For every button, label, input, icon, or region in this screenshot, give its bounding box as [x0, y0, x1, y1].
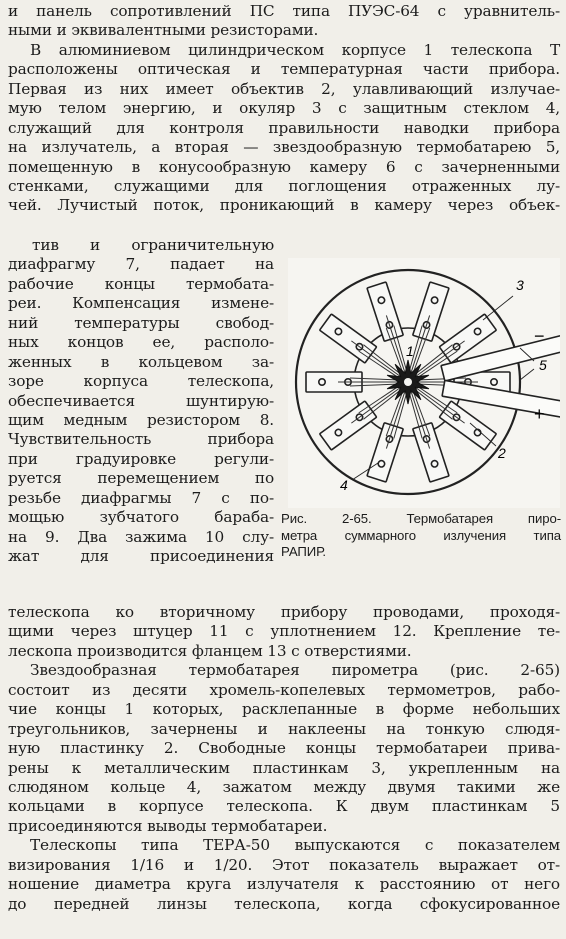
thermopile-figure: [288, 258, 560, 508]
caption-line: Рис. 2-65. Термобатарея пиро-: [281, 511, 561, 526]
text-line: чей. Лучистый поток, проникающий в камеру через объек-: [8, 196, 560, 215]
text-line: присоединяются выводы термобатареи.: [8, 816, 328, 835]
text-line: ных концов ее, располо-: [8, 333, 274, 352]
text-line: щими через штуцер 11 с уплотнением 12. Крепление те-: [8, 622, 560, 641]
text-line: рены к металлическим пластинкам 3, укрепленным на: [8, 758, 560, 777]
text-line: ношение диаметра круга излучателя к расстоянию от него: [8, 875, 560, 894]
text-line: мощью зубчатого бараба-: [8, 508, 274, 527]
caption-line: РАПИР.: [281, 544, 326, 559]
text-line: щим медным резистором 8.: [8, 410, 274, 429]
text-line: служащий для контроля правильности наводки прибора: [8, 118, 560, 137]
text-line: и панель сопротивлений ПС типа ПУЭС-64 с уравнитель-: [8, 2, 560, 20]
label-1: 1: [406, 343, 414, 359]
text-line: Первая из них имеет объектив 2, улавливающий излучае-: [8, 79, 560, 98]
text-line: обеспечивается шунтирую-: [8, 391, 274, 410]
thermopile-diagram: [288, 258, 560, 508]
text-line: зоре корпуса телескопа,: [8, 372, 274, 391]
text-line: лескопа производится фланцем 13 с отверстиями.: [8, 641, 412, 660]
text-line: ний температуры свобод-: [8, 313, 274, 332]
centre-spot: [404, 378, 412, 386]
text-line: жат для присоединения: [8, 547, 274, 565]
text-line: на излучатель, а вторая — звездообразную термобатарею 5,: [8, 138, 560, 157]
text-line: тив и ограничительную: [32, 236, 274, 254]
text-line: резьбе диафрагмы 7 с по-: [8, 488, 274, 507]
text-line: состоит из десяти хромель-копелевых термометров, рабо-: [8, 680, 560, 699]
text-line: визирования 1/16 и 1/20. Этот показатель выражает от-: [8, 855, 560, 874]
text-line: при градуировке регули-: [8, 449, 274, 468]
caption-line: метра суммарного излучения типа: [281, 527, 561, 543]
text-line: телескопа ко вторичному прибору проводами, проходя-: [8, 603, 560, 621]
text-line: кольцами в корпусе телескопа. К двум пластинкам 5: [8, 797, 560, 816]
bottom-text-block: [8, 603, 560, 914]
plate-hole: [431, 460, 439, 468]
text-line: помещенную в конусообразную камеру 6 с зачерненными: [8, 157, 560, 176]
figure-caption: [281, 511, 561, 561]
label-4: 4: [340, 477, 348, 493]
text-line: стенками, служащими для поглощения отраженных лу-: [8, 176, 560, 195]
text-line: диафрагму 7, падает на: [8, 255, 274, 274]
text-line: до передней линзы телескопа, когда сфокусированное: [8, 894, 560, 913]
text-line: Чувствительность прибора: [8, 430, 274, 449]
text-line: слюдяном кольце 4, зажатом между двумя такими же: [8, 777, 560, 796]
text-line: ными и эквивалентными резисторами.: [8, 21, 319, 40]
text-line: чие концы 1 которых, расклепанные в форме небольших: [8, 700, 560, 719]
text-line: женных в кольцевом за-: [8, 352, 274, 371]
plate-hole: [431, 296, 439, 304]
left-column-text: [8, 236, 274, 566]
label-2: 2: [498, 445, 506, 461]
label-5: 5: [539, 357, 547, 373]
plate-hole: [377, 296, 385, 304]
text-line: реи. Компенсация измене-: [8, 294, 274, 313]
text-line: мую телом энергию, и окуляр 3 с защитным стеклом 4,: [8, 99, 560, 118]
text-line: рабочие концы термобата-: [8, 274, 274, 293]
plate-hole: [319, 379, 325, 385]
plate-hole: [491, 379, 497, 385]
top-text-block: [8, 2, 560, 216]
text-line: треугольников, зачернены и наклеены на тонкую слюдя-: [8, 719, 560, 738]
text-line: Телескопы типа ТЕРА-50 выпускаются с показателем: [30, 836, 560, 855]
text-line: на 9. Два зажима 10 слу-: [8, 527, 274, 546]
plate-hole: [377, 460, 385, 468]
text-line: Звездообразная термобатарея пирометра (рис. 2-65): [30, 661, 560, 680]
label-3: 3: [516, 277, 524, 293]
text-line: расположены оптическая и температурная части прибора.: [8, 60, 560, 79]
text-line: В алюминиевом цилиндрическом корпусе 1 телескопа Т: [30, 40, 560, 59]
minus-sign: −: [534, 326, 545, 346]
text-line: ную пластинку 2. Свободные концы термобатареи прива-: [8, 739, 560, 758]
plus-sign: +: [534, 404, 545, 424]
text-line: руется перемещением по: [8, 469, 274, 488]
